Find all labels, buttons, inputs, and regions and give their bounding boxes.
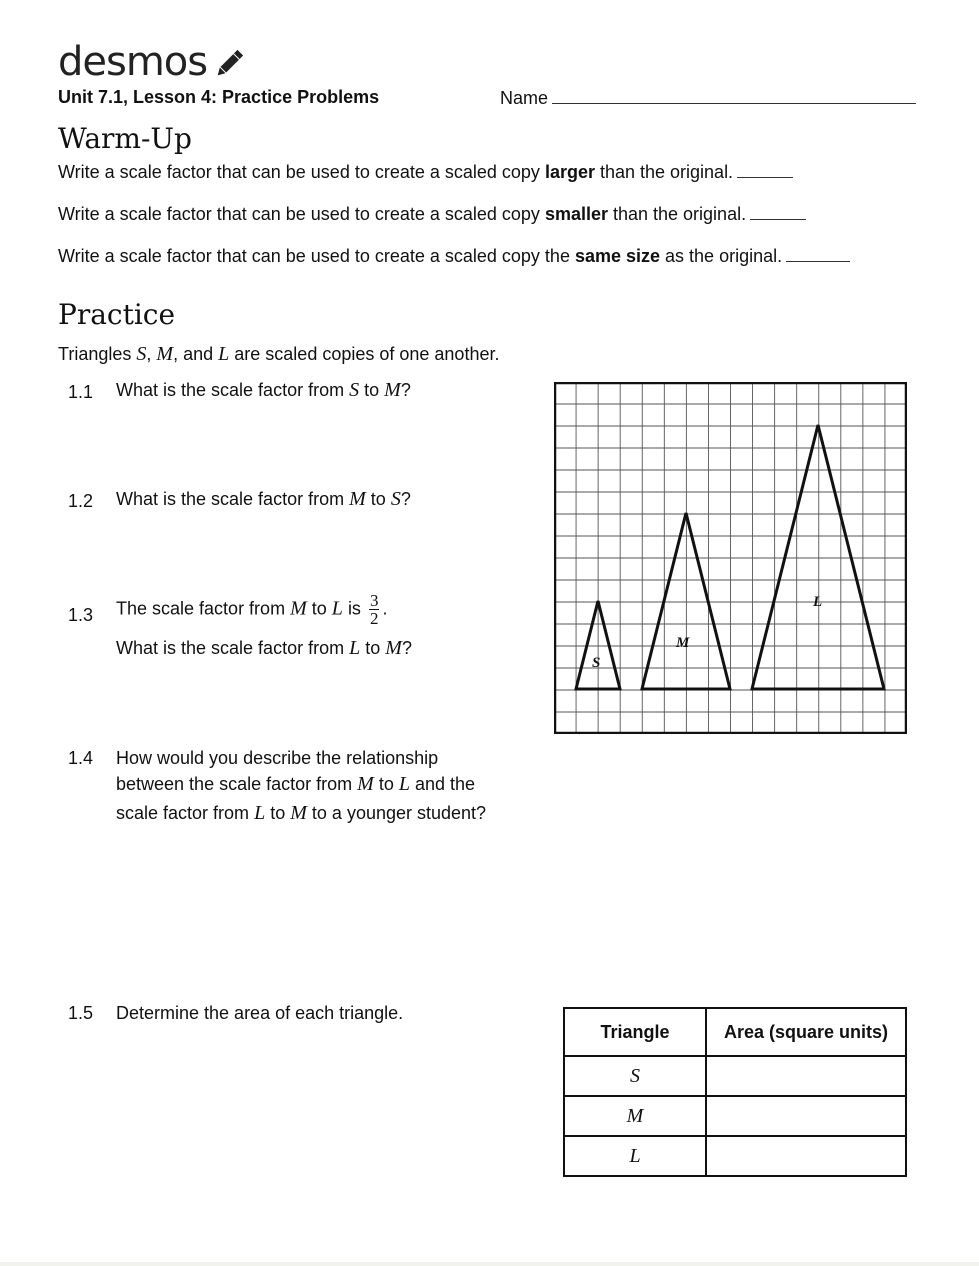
practice-heading: Practice [58, 298, 176, 331]
answer-blank [786, 247, 850, 262]
page-bottom-strip [0, 1262, 979, 1266]
var-m: M [384, 379, 401, 401]
area-answer-cell[interactable] [706, 1096, 906, 1136]
var-m: M [385, 637, 402, 659]
area-answer-cell[interactable] [706, 1136, 906, 1176]
question-text: to a younger student? [311, 803, 487, 823]
question-text: ? [400, 380, 411, 400]
var-l: L [218, 343, 230, 365]
answer-blank [737, 163, 793, 178]
fraction-numerator: 3 [369, 591, 379, 610]
question-1-4-line3 [116, 802, 486, 825]
triangle-s-label: S [592, 655, 601, 671]
pencil-icon [211, 46, 247, 82]
question-text: to [365, 638, 381, 658]
var-l: L [398, 773, 410, 795]
question-text: to [270, 803, 286, 823]
var-m: M [349, 488, 366, 510]
warmup-line-smaller [58, 204, 806, 225]
question-text: to [364, 380, 380, 400]
question-number: 1.1 [68, 382, 94, 402]
header-area: Area (square units) [706, 1008, 906, 1056]
warmup-line-larger [58, 162, 793, 183]
var-s: S [136, 343, 147, 365]
name-label: Name [500, 88, 549, 108]
var-l: L [331, 597, 343, 620]
question-number: 1.4 [68, 748, 94, 768]
var-s: S [390, 488, 401, 510]
grid-lines [554, 382, 907, 734]
intro-text: , and [173, 344, 214, 364]
question-text: ? [400, 489, 411, 509]
table-header-row [564, 1008, 906, 1056]
triangle-l [752, 425, 884, 689]
var-m: M [290, 597, 307, 620]
question-text: to [378, 774, 394, 794]
name-blank [552, 87, 916, 104]
var-m: M [357, 773, 374, 795]
warmup-line-same [58, 246, 850, 267]
warmup-text: Write a scale factor that can be used to create a scaled copy [58, 204, 545, 224]
desmos-logo: desmos [58, 39, 208, 85]
question-text: scale factor from [116, 803, 250, 823]
warmup-bold: same size [574, 246, 661, 266]
fraction [369, 592, 380, 627]
row-label-s: S [564, 1056, 706, 1096]
intro-text: are scaled copies of one another. [234, 344, 500, 364]
question-text: between the scale factor from [116, 774, 353, 794]
warmup-text: Write a scale factor that can be used to create a scaled copy [58, 162, 545, 182]
var-l: L [349, 637, 361, 659]
question-number: 1.5 [68, 1003, 94, 1023]
question-text: to [370, 489, 386, 509]
practice-intro: Triangles S, M, and L are scaled copies of one another. [58, 343, 500, 365]
question-1-1 [116, 379, 411, 402]
question-1-4-line2 [116, 773, 475, 796]
var-l: L [254, 802, 266, 824]
name-field [500, 87, 916, 109]
warmup-text: as the original. [660, 246, 783, 266]
question-text: is [347, 598, 361, 619]
table-row [564, 1136, 906, 1176]
question-1-4-line1 [116, 748, 438, 769]
row-label-l: L [564, 1136, 706, 1176]
table-row [564, 1056, 906, 1096]
question-text: The scale factor from [116, 598, 286, 619]
warmup-bold: larger [544, 162, 595, 182]
question-text: ? [401, 638, 412, 658]
warmup-text: Write a scale factor that can be used to create a scaled copy the [58, 246, 575, 266]
question-text: to [311, 598, 327, 619]
question-1-3-line1 [116, 592, 387, 627]
question-1-3-line2 [116, 637, 412, 660]
var-s: S [349, 379, 360, 401]
question-text: Determine the area of each triangle. [116, 1003, 404, 1023]
intro-text: Triangles [58, 344, 132, 364]
var-m: M [156, 343, 174, 365]
area-answer-cell[interactable] [706, 1056, 906, 1096]
header-triangle: Triangle [564, 1008, 706, 1056]
question-number: 1.3 [68, 605, 94, 625]
warmup-heading: Warm-Up [58, 122, 192, 155]
var-m: M [290, 802, 307, 824]
question-text: How would you describe the relationship [116, 748, 439, 768]
warmup-text: than the original. [607, 204, 747, 224]
table-row [564, 1096, 906, 1136]
question-1-2 [116, 488, 411, 511]
question-text: What is the scale factor from [116, 489, 345, 509]
unit-title: Unit 7.1, Lesson 4: Practice Problems [58, 87, 380, 107]
answer-blank [750, 205, 806, 220]
warmup-bold: smaller [544, 204, 608, 224]
fraction-denominator: 2 [369, 609, 379, 628]
row-label-m: M [564, 1096, 706, 1136]
warmup-text: than the original. [594, 162, 734, 182]
question-text: and the [415, 774, 476, 794]
triangle-grid-figure [554, 382, 907, 734]
question-1-5 [116, 1003, 403, 1024]
area-table [563, 1007, 907, 1177]
question-text: What is the scale factor from [116, 638, 345, 658]
triangle-l-label: L [813, 594, 823, 610]
question-number: 1.2 [68, 491, 94, 511]
question-text: What is the scale factor from [116, 380, 345, 400]
triangle-m-label: M [676, 635, 690, 651]
question-text: . [382, 598, 388, 619]
